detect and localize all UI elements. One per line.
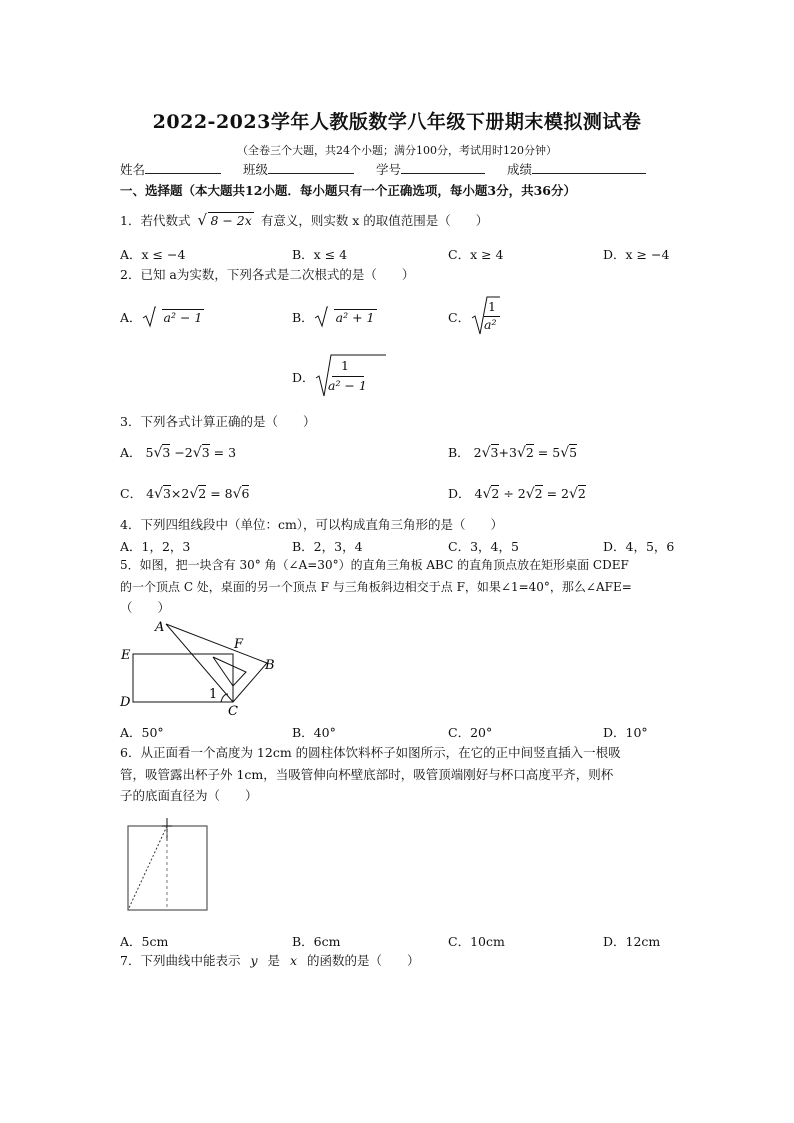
q2-option-c[interactable] [448,296,518,336]
q3-a-rad1: 3 [162,445,171,460]
q3-a-coef1: 5 [145,445,154,460]
question-7-stem [120,951,420,969]
q3-c-result: = 8 [210,486,233,501]
q1-option-a[interactable]: A．x ≤ −4 [120,247,186,262]
q3-option-a[interactable]: A． 5√3 −2√3 = 3 [120,445,237,461]
q2-a-sqrt-sign [142,306,156,328]
id-label: 学号 [375,162,401,177]
q5-option-b[interactable]: B．40° [292,725,336,740]
q3-c-rad3: 6 [241,486,250,501]
name-label: 姓名 [120,162,146,177]
q2-b-label: B． [292,310,314,325]
question-6-line1: 6．从正面看一个高度为 12cm 的圆柱体饮料杯子如图所示，在它的正中间竖直插入一根吸 [120,745,621,760]
q5-label-b: B [265,658,275,673]
q2-c-label: C． [448,310,471,325]
q2-d-numerator: 1 [341,358,349,373]
section-heading: 一、选择题（本大题共12小题．每小题只有一个正确选项，每小题3分，共36分） [120,183,576,198]
q1-option-d[interactable]: D．x ≥ −4 [603,247,670,262]
q4-option-a[interactable]: A．1，2，3 [120,539,191,554]
q6-option-a[interactable]: A．5cm [120,934,169,949]
score-label: 成绩 [506,162,532,177]
name-field[interactable] [145,161,221,174]
q3-a-rad2: 3 [201,445,210,460]
q3-d-rad2: 2 [534,486,543,501]
q7-var-y: y [250,953,258,968]
class-field[interactable] [268,161,354,174]
q6-cup-figure [122,815,212,915]
question-3-stem: 3．下列各式计算正确的是（ ） [120,414,316,429]
q1-sqrt: √ 8 − 2x [197,211,252,229]
q3-b-label: B． [448,445,470,460]
q3-b-op: +3 [498,445,517,460]
q3-a-op: −2 [174,445,193,460]
q3-d-rad3: 2 [577,486,586,501]
q2-a-label: A． [120,310,142,325]
q5-option-a[interactable]: A．50° [120,725,164,740]
q3-b-result: = 5 [537,445,561,460]
question-2-stem: 2．已知 a为实数，下列各式是二次根式的是（ ） [120,267,415,282]
q3-c-coef1: 4 [146,486,155,501]
q5-label-c: C [228,704,238,719]
q5-label-angle-1: 1 [209,687,218,702]
score-field[interactable] [532,161,646,174]
q3-c-rad1: 3 [162,486,171,501]
q7-part2: 是 [267,953,281,968]
q3-b-rad1: 3 [490,445,499,460]
q3-c-rad2: 2 [198,486,207,501]
q2-option-d[interactable] [292,354,382,398]
class-label: 班级 [242,162,268,177]
q3-a-result: = 3 [213,445,237,460]
q2-b-radicand: a² + 1 [335,310,375,325]
question-5-line1: 5．如图，把一块含有 30° 角（∠A=30°）的直角三角板 ABC 的直角顶点放在矩形桌面 CDEF [120,558,629,572]
q6-option-d[interactable]: D．12cm [603,934,661,949]
q2-c-denominator: a² [484,317,497,332]
q2-d-denominator: a² − 1 [328,378,367,393]
q5-option-d[interactable]: D．10° [603,725,648,740]
question-6-line2: 管，吸管露出杯子外 1cm，当吸管伸向杯壁底部时，吸管顶端刚好与杯口高度平齐，则杯 [120,767,614,782]
id-field[interactable] [401,161,485,174]
q3-c-label: C． [120,486,143,501]
q4-option-c[interactable]: C．3，4，5 [448,539,519,554]
q3-c-op: ×2 [170,486,190,501]
q3-a-label: A． [120,445,142,460]
q2-option-a[interactable] [120,308,204,326]
q3-d-coef1: 4 [474,486,483,501]
q7-var-x: x [290,953,298,968]
q2-c-numerator: 1 [488,299,496,314]
question-1-stem [120,211,488,229]
q2-d-label: D． [292,370,315,385]
q1-suffix: 有意义，则实数 x 的取值范围是（ ） [260,213,489,228]
q1-option-b[interactable]: B．x ≤ 4 [292,247,348,262]
q3-b-rad2: 2 [525,445,534,460]
q6-option-b[interactable]: B．6cm [292,934,341,949]
q2-option-b[interactable] [292,308,377,326]
page-title: 2022-2023学年人教版数学八年级下册期末模拟测试卷 [152,111,642,133]
q6-straw-diagonal [128,826,167,910]
q3-d-label: D． [448,486,471,501]
q2-b-sqrt-sign [314,306,328,328]
q1-prefix: 1．若代数式 [120,213,191,228]
q5-label-f: F [234,637,244,652]
q4-option-b[interactable]: B．2，3，4 [292,539,363,554]
student-info-row [120,160,646,178]
q5-inner-triangle [213,657,246,686]
q1-radicand: 8 − 2x [210,213,252,228]
q1-option-c[interactable]: C．x ≥ 4 [448,247,504,262]
q3-option-c[interactable]: C． 4√3×2√2 = 8√6 [120,486,250,502]
q3-d-result: = 2 [546,486,569,501]
q5-rectangle-cdef [133,654,233,702]
q5-option-c[interactable]: C．20° [448,725,493,740]
q5-label-d: D [120,695,131,710]
q5-label-e: E [121,648,131,663]
q5-figure [115,618,285,718]
exam-subtitle: （全卷三个大题，共24个小题；满分100分，考试用时120分钟） [237,144,557,157]
q7-part3: 的函数的是（ ） [307,953,420,968]
q3-b-rad3: 5 [569,445,578,460]
q3-d-rad1: 2 [491,486,500,501]
q3-option-b[interactable]: B． 2√3+3√2 = 5√5 [448,445,578,461]
q5-label-a: A [155,620,165,635]
question-5-line2: 的一个顶点 C 处，桌面的另一个顶点 F 与三角板斜边相交于点 F，如果∠1=40°，那么∠AFE= [120,580,632,594]
q2-a-radicand: a² − 1 [163,310,203,325]
q3-b-coef1: 2 [473,445,482,460]
q7-part1: 7．下列曲线中能表示 [120,953,241,968]
q4-option-d[interactable]: D．4，5，6 [603,539,675,554]
q3-d-op: ÷ 2 [503,486,526,501]
question-4-stem: 4．下列四组线段中（单位：cm），可以构成直角三角形的是（ ） [120,517,504,532]
question-6-line3: 子的底面直径为（ ） [120,788,258,803]
q3-option-d[interactable]: D． 4√2 ÷ 2√2 = 2√2 [448,486,586,502]
question-5-line3: （ ） [120,600,171,615]
q6-option-c[interactable]: C．10cm [448,934,505,949]
